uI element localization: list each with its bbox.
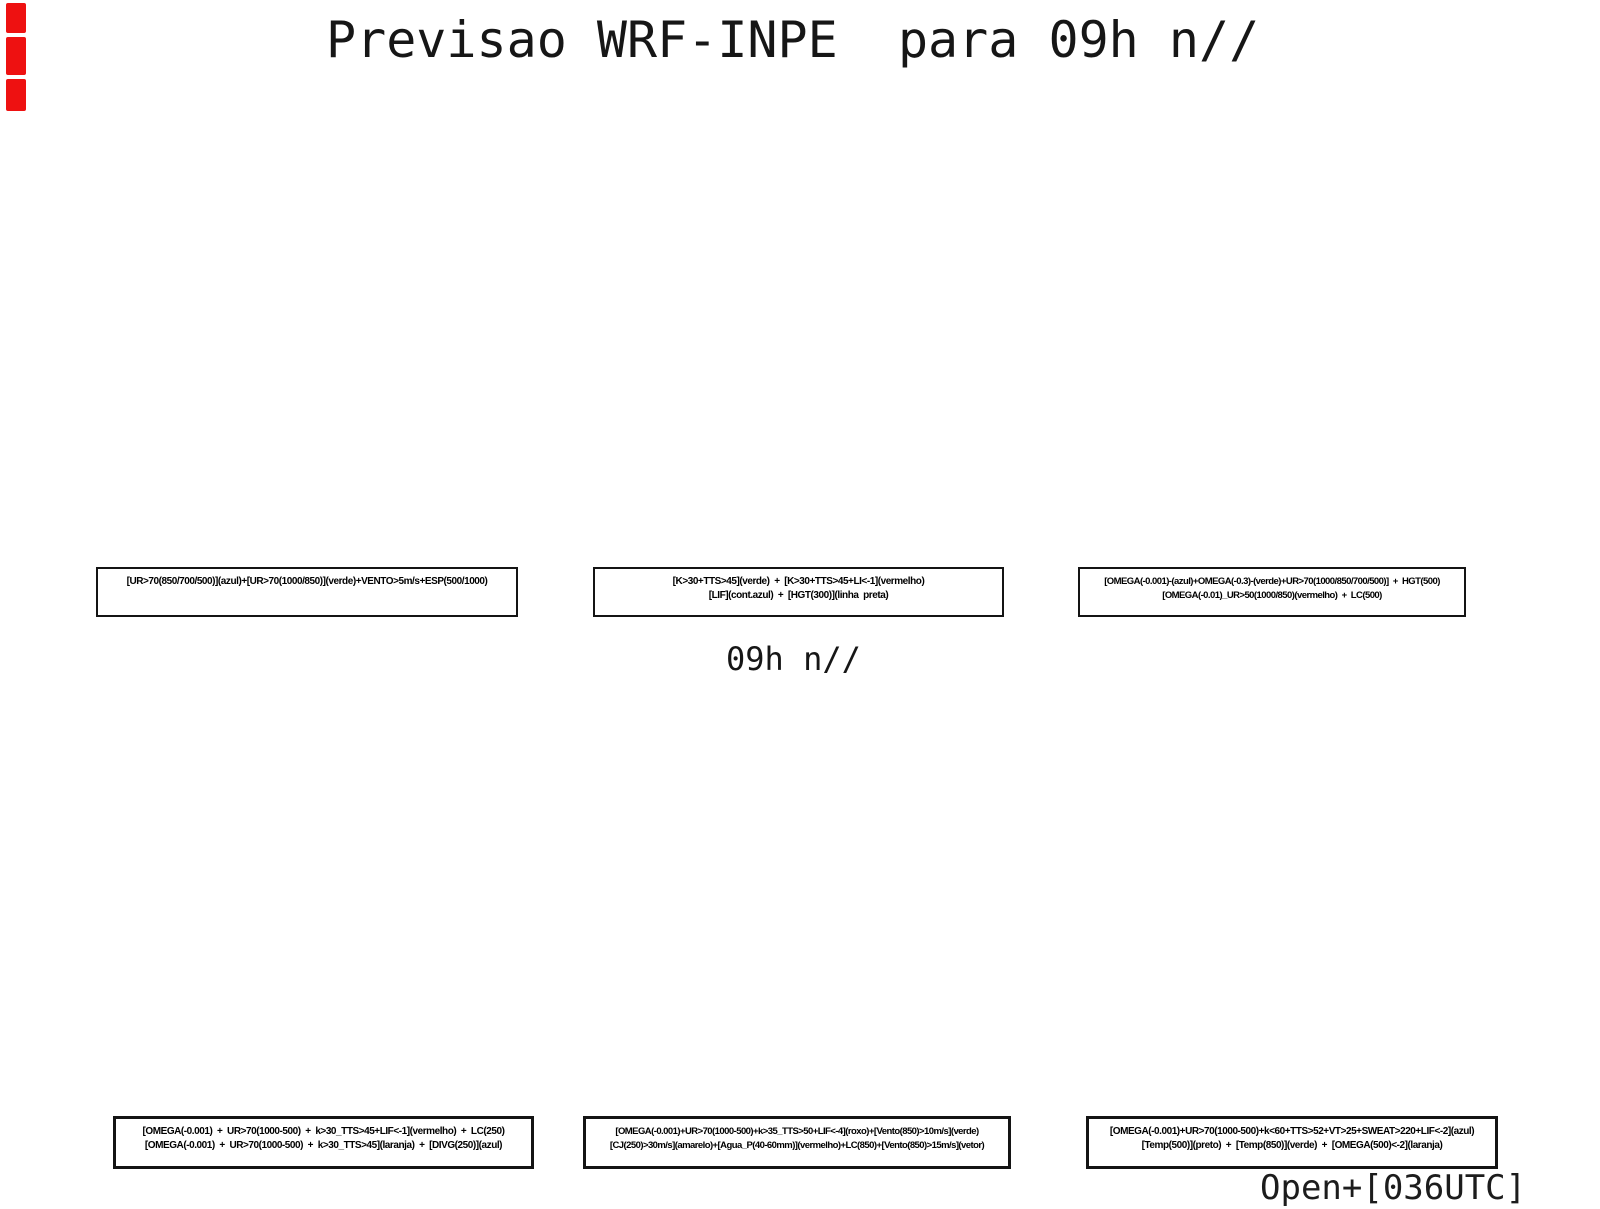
mid-time-label: 09h n// <box>726 640 861 678</box>
red-placeholder-marker <box>6 3 26 33</box>
caption-box-bottom-right <box>1086 1116 1498 1169</box>
red-placeholder-marker <box>6 37 26 75</box>
caption-box-top-middle <box>593 567 1004 617</box>
caption-box-top-right <box>1078 567 1466 617</box>
caption-line: [OMEGA(-0.001)+UR>70(1000-500)+k<60+TTS>52+VT>25+SWEAT>220+LIF<-2](azul) <box>1109 1126 1475 1137</box>
red-placeholder-marker <box>6 79 26 111</box>
caption-line: [OMEGA(-0.001) + UR>70(1000-500) + k>30_TTS>45+LIF<-1](vermelho) + LC(250) <box>142 1126 505 1137</box>
caption-box-bottom-middle <box>583 1116 1011 1169</box>
open-utc-link[interactable]: Open+[036UTC] <box>1260 1168 1527 1208</box>
caption-line: [OMEGA(-0.001) + UR>70(1000-500) + k>30_TTS>45](laranja) + [DIVG(250)](azul) <box>144 1140 503 1151</box>
caption-line: [LIF](cont.azul) + [HGT(300)](linha preta) <box>708 590 889 601</box>
caption-line: [CJ(250)>30m/s](amarelo)+[Agua_P(40-60mm)](vermelho)+LC(850)+[Vento(850)>15m/s](vetor) <box>609 1140 985 1151</box>
caption-box-bottom-left <box>113 1116 534 1169</box>
caption-box-top-left <box>96 567 518 617</box>
caption-line: [OMEGA(-0.001)-(azul)+OMEGA(-0.3)-(verde)+UR>70(1000/850/700/500)] + HGT(500) <box>1104 576 1440 587</box>
page-title: Previsao WRF-INPE para 09h n// <box>326 11 1260 69</box>
caption-line: [OMEGA(-0.01)_UR>50(1000/850)(vermelho) + LC(500) <box>1162 590 1382 601</box>
caption-line: [OMEGA(-0.001)+UR>70(1000-500)+k>35_TTS>50+LIF<-4](roxo)+[Vento(850)>10m/s](verde) <box>615 1126 979 1137</box>
caption-line: [Temp(500)](preto) + [Temp(850)](verde) + [OMEGA(500)<-2](laranja) <box>1141 1140 1443 1151</box>
caption-line: [UR>70(850/700/500)](azul)+[UR>70(1000/850)](verde)+VENTO>5m/s+ESP(500/1000) <box>126 576 488 587</box>
caption-line: [K>30+TTS>45](verde) + [K>30+TTS>45+LI<-1](vermelho) <box>672 576 925 587</box>
